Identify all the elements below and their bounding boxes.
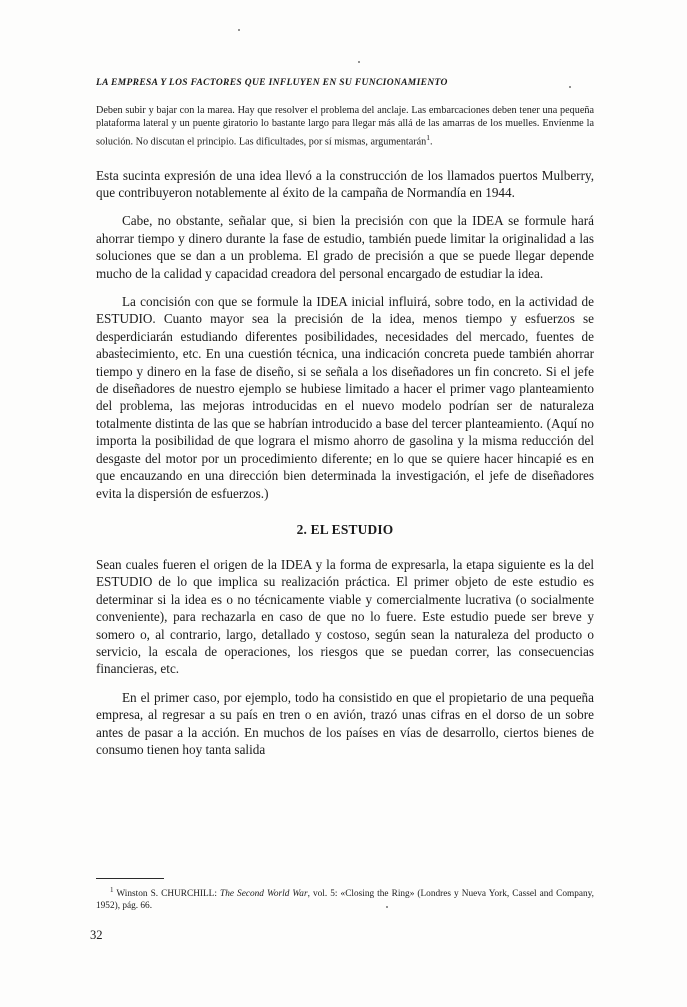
footnote-author: Winston S. CHURCHILL: bbox=[116, 889, 217, 900]
footnote-area bbox=[96, 878, 594, 913]
section-paragraph-2: En el primer caso, por ejemplo, todo ha consistido en que el propietario de una pequeña empresa, al regresar a su país en tren o en avión, trazó unas cifras en el dorso de un sobre antes de pasar a la acción. En muchos de los países en vías de desarrollo, ciertos bienes de consumo tienen hoy tanta salida bbox=[96, 689, 594, 757]
section-paragraph-1: Sean cuales fueren el origen de la IDEA y la forma de expresarla, la etapa siguiente es la del ESTUDIO de lo que implica su realización práctica. El primer objeto de este estudio es determinar si la idea es o no técnicamente viable y comercialmente lucrativa (o socialmente conveniente), para rechazarla en caso de que no lo fuere. Este estudio puede ser breve y somero o, al contrario, largo, detallado y costoso, según sean la naturaleza del producto o servicio, la escala de operaciones, los riesgos que se puedan correr, las consecuencias financieras, etc. bbox=[96, 556, 594, 677]
footnote-title: The Second World War bbox=[220, 889, 308, 900]
running-head: LA EMPRESA Y LOS FACTORES QUE INFLUYEN EN SU FUNCIONAMIENTO bbox=[96, 78, 448, 88]
page-speck-upper bbox=[358, 61, 360, 63]
page-number: 32 bbox=[90, 928, 103, 942]
quote-block bbox=[96, 104, 594, 149]
paragraph-2: Cabe, no obstante, señalar que, si bien la precisión con que la IDEA se formule hará ahorrar tiempo y dinero durante la fase de estudio, también puede limitar la originalidad a las soluciones que se dan a un problema. El grado de precisión a que se puede llegar depende mucho de la calidad y capacidad creadora del personal encargado de estudiar la idea. bbox=[96, 213, 594, 281]
paragraph-1: Esta sucinta expresión de una idea llevó a la construcción de los llamados puertos Mulberry, que contribuyeron notablemente al éxito de la campaña de Normandía en 1944. bbox=[96, 167, 594, 201]
footnote-1 bbox=[96, 884, 594, 913]
page-speck-top bbox=[238, 29, 240, 31]
section-heading: 2. EL ESTUDIO bbox=[296, 521, 394, 537]
quote-text: Deben subir y bajar con la marea. Hay que resolver el problema del anclaje. Las embarcaciones deben tener una pequeña plataforma lateral y un puente giratorio lo bastante largo para llegar más allá de las amarras de los muelles. Envíenme la solución. No discutan el principio. Las dificultades, por sí mismas, argumentarán bbox=[96, 105, 594, 148]
footnote-marker: 1 bbox=[110, 886, 114, 894]
footnote-rest: , vol. 5: «Closing the Ring» (Londres y Nueva York, Cassel and Company, 1952), pág. 66. bbox=[96, 889, 595, 912]
footnote-rule bbox=[96, 878, 164, 879]
paragraph-3: La concisión con que se formule la IDEA inicial influirá, sobre todo, en la actividad de ESTUDIO. Cuanto mayor sea la precisión de la idea, menos tiempo y esfuerzos se desperdiciarán estudiando diferentes posibilidades, necesidades del mercado, fuentes de abastecimiento, etc. En una cuestión técnica, una indicación concreta puede también ahorrar tiempo y dinero en la fase de diseño, si se señala a los diseñadores un fin concreto. Si el jefe de diseñadores de nuestro ejemplo se hubiese limitado a hacer el primer vago planteamiento del problema, las mejoras introducidas en el nuevo modelo podrían ser de naturaleza totalmente distinta de las que se habrían introducido a base del tercer planteamiento. (Aquí no importa la posibilidad de que lograra el mismo ahorro de gasolina y la misma reducción del desgaste del motor por un procedimiento diferente; en lo que se quiere hacer hincapié es en que encauzando en una dirección bien determinada la investigación, el jefe de diseñadores evita la dispersión de esfuerzos.) bbox=[96, 294, 594, 501]
quote-tail: . bbox=[430, 136, 433, 148]
quote-footnote-ref: 1 bbox=[426, 132, 431, 142]
page-body bbox=[96, 78, 594, 769]
